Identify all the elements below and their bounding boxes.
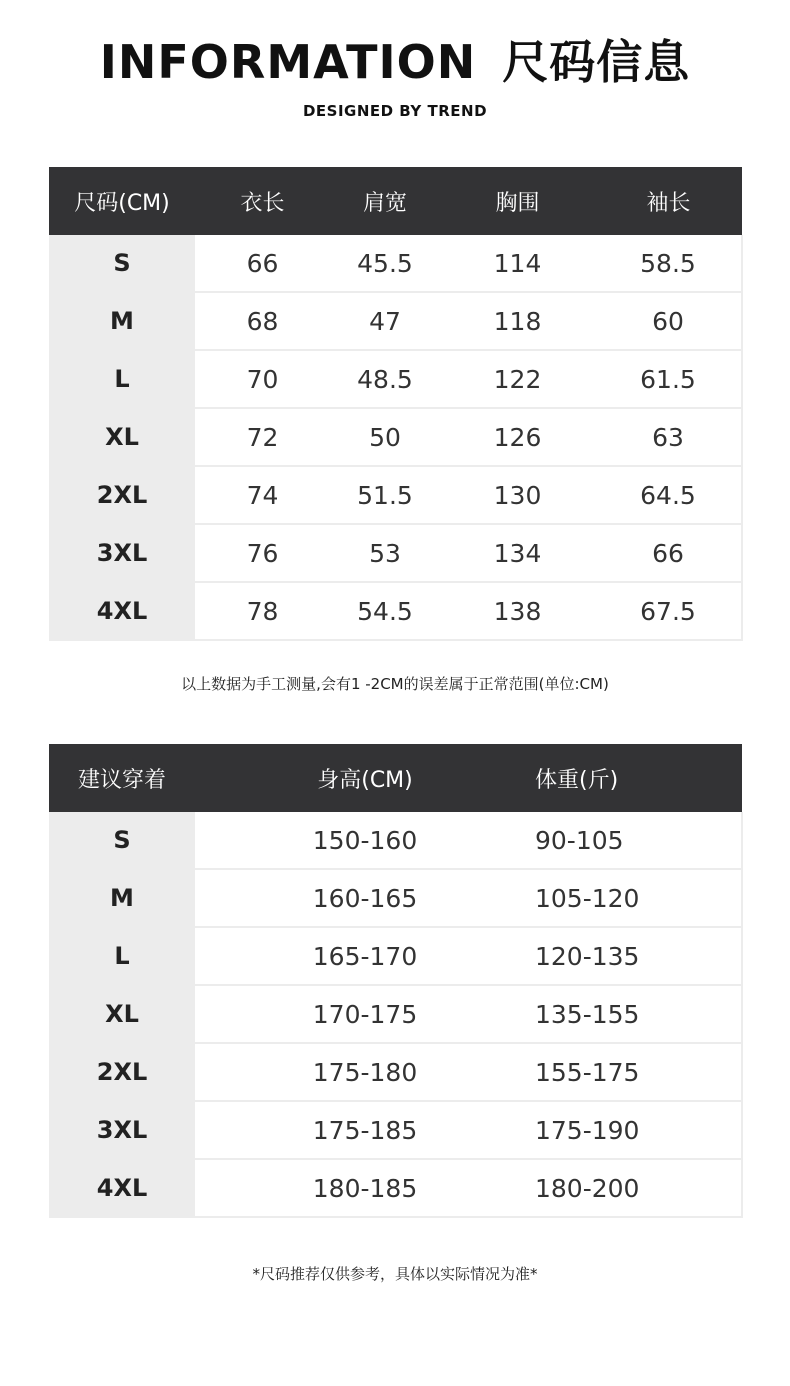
cell-length: 76 bbox=[195, 524, 330, 582]
cell-sleeve: 58.5 bbox=[595, 235, 742, 292]
size-label: XL bbox=[49, 985, 195, 1043]
table-row bbox=[49, 235, 742, 292]
cell-weight: 135-155 bbox=[535, 985, 742, 1043]
cell-weight: 180-200 bbox=[535, 1159, 742, 1217]
cell-length: 68 bbox=[195, 292, 330, 350]
header-chest: 胸围 bbox=[440, 167, 595, 235]
cell-chest: 134 bbox=[440, 524, 595, 582]
size-chart-table bbox=[49, 167, 743, 641]
size-label: M bbox=[49, 869, 195, 927]
cell-chest: 138 bbox=[440, 582, 595, 640]
size-label: S bbox=[49, 235, 195, 292]
header-shoulder: 肩宽 bbox=[330, 167, 440, 235]
cell-length: 66 bbox=[195, 235, 330, 292]
header-weight: 体重(斤) bbox=[535, 744, 742, 812]
size-chart-header-row bbox=[49, 167, 742, 235]
cell-shoulder: 45.5 bbox=[330, 235, 440, 292]
cell-length: 70 bbox=[195, 350, 330, 408]
cell-shoulder: 47 bbox=[330, 292, 440, 350]
page-subtitle: DESIGNED BY TREND bbox=[302, 102, 488, 120]
cell-chest: 118 bbox=[440, 292, 595, 350]
cell-sleeve: 66 bbox=[595, 524, 742, 582]
header-height: 身高(CM) bbox=[195, 744, 535, 812]
cell-weight: 120-135 bbox=[535, 927, 742, 985]
header-size: 尺码(CM) bbox=[49, 167, 195, 235]
cell-shoulder: 51.5 bbox=[330, 466, 440, 524]
cell-weight: 90-105 bbox=[535, 812, 742, 869]
table-row bbox=[49, 350, 742, 408]
measurement-note: 以上数据为手工测量,会有1 -2CM的误差属于正常范围(单位:CM) bbox=[181, 675, 609, 693]
recommendation-note: *尺码推荐仅供参考，具体以实际情况为准* bbox=[252, 1265, 538, 1283]
table-row bbox=[49, 1101, 742, 1159]
cell-shoulder: 50 bbox=[330, 408, 440, 466]
size-label: L bbox=[49, 350, 195, 408]
size-label: 4XL bbox=[49, 582, 195, 640]
cell-height: 165-170 bbox=[195, 927, 535, 985]
title-english: INFORMATION bbox=[99, 35, 477, 89]
cell-shoulder: 48.5 bbox=[330, 350, 440, 408]
cell-length: 78 bbox=[195, 582, 330, 640]
size-label: 3XL bbox=[49, 1101, 195, 1159]
table-row bbox=[49, 292, 742, 350]
size-label: M bbox=[49, 292, 195, 350]
cell-weight: 105-120 bbox=[535, 869, 742, 927]
recommendation-table bbox=[49, 744, 743, 1218]
size-label: S bbox=[49, 812, 195, 869]
cell-shoulder: 53 bbox=[330, 524, 440, 582]
size-label: 2XL bbox=[49, 466, 195, 524]
table-row bbox=[49, 1043, 742, 1101]
size-label: XL bbox=[49, 408, 195, 466]
size-label: 2XL bbox=[49, 1043, 195, 1101]
table-row bbox=[49, 985, 742, 1043]
cell-shoulder: 54.5 bbox=[330, 582, 440, 640]
cell-sleeve: 67.5 bbox=[595, 582, 742, 640]
cell-chest: 130 bbox=[440, 466, 595, 524]
cell-height: 150-160 bbox=[195, 812, 535, 869]
size-label: 4XL bbox=[49, 1159, 195, 1217]
cell-height: 175-185 bbox=[195, 1101, 535, 1159]
cell-height: 180-185 bbox=[195, 1159, 535, 1217]
title-chinese: 尺码信息 bbox=[502, 35, 691, 89]
recommendation-header-row bbox=[49, 744, 742, 812]
cell-length: 74 bbox=[195, 466, 330, 524]
size-label: L bbox=[49, 927, 195, 985]
cell-chest: 114 bbox=[440, 235, 595, 292]
cell-sleeve: 60 bbox=[595, 292, 742, 350]
table-row bbox=[49, 408, 742, 466]
table-row bbox=[49, 466, 742, 524]
table-row bbox=[49, 524, 742, 582]
table-row bbox=[49, 1159, 742, 1217]
cell-height: 175-180 bbox=[195, 1043, 535, 1101]
cell-height: 170-175 bbox=[195, 985, 535, 1043]
header-length: 衣长 bbox=[195, 167, 330, 235]
cell-length: 72 bbox=[195, 408, 330, 466]
table-row bbox=[49, 812, 742, 869]
page-title bbox=[0, 34, 790, 90]
cell-weight: 155-175 bbox=[535, 1043, 742, 1101]
table-row bbox=[49, 927, 742, 985]
table-row bbox=[49, 869, 742, 927]
table-row bbox=[49, 582, 742, 640]
cell-height: 160-165 bbox=[195, 869, 535, 927]
cell-sleeve: 61.5 bbox=[595, 350, 742, 408]
cell-weight: 175-190 bbox=[535, 1101, 742, 1159]
cell-chest: 126 bbox=[440, 408, 595, 466]
size-label: 3XL bbox=[49, 524, 195, 582]
header-recommended-size: 建议穿着 bbox=[49, 744, 195, 812]
header-sleeve: 袖长 bbox=[595, 167, 742, 235]
cell-chest: 122 bbox=[440, 350, 595, 408]
cell-sleeve: 63 bbox=[595, 408, 742, 466]
cell-sleeve: 64.5 bbox=[595, 466, 742, 524]
